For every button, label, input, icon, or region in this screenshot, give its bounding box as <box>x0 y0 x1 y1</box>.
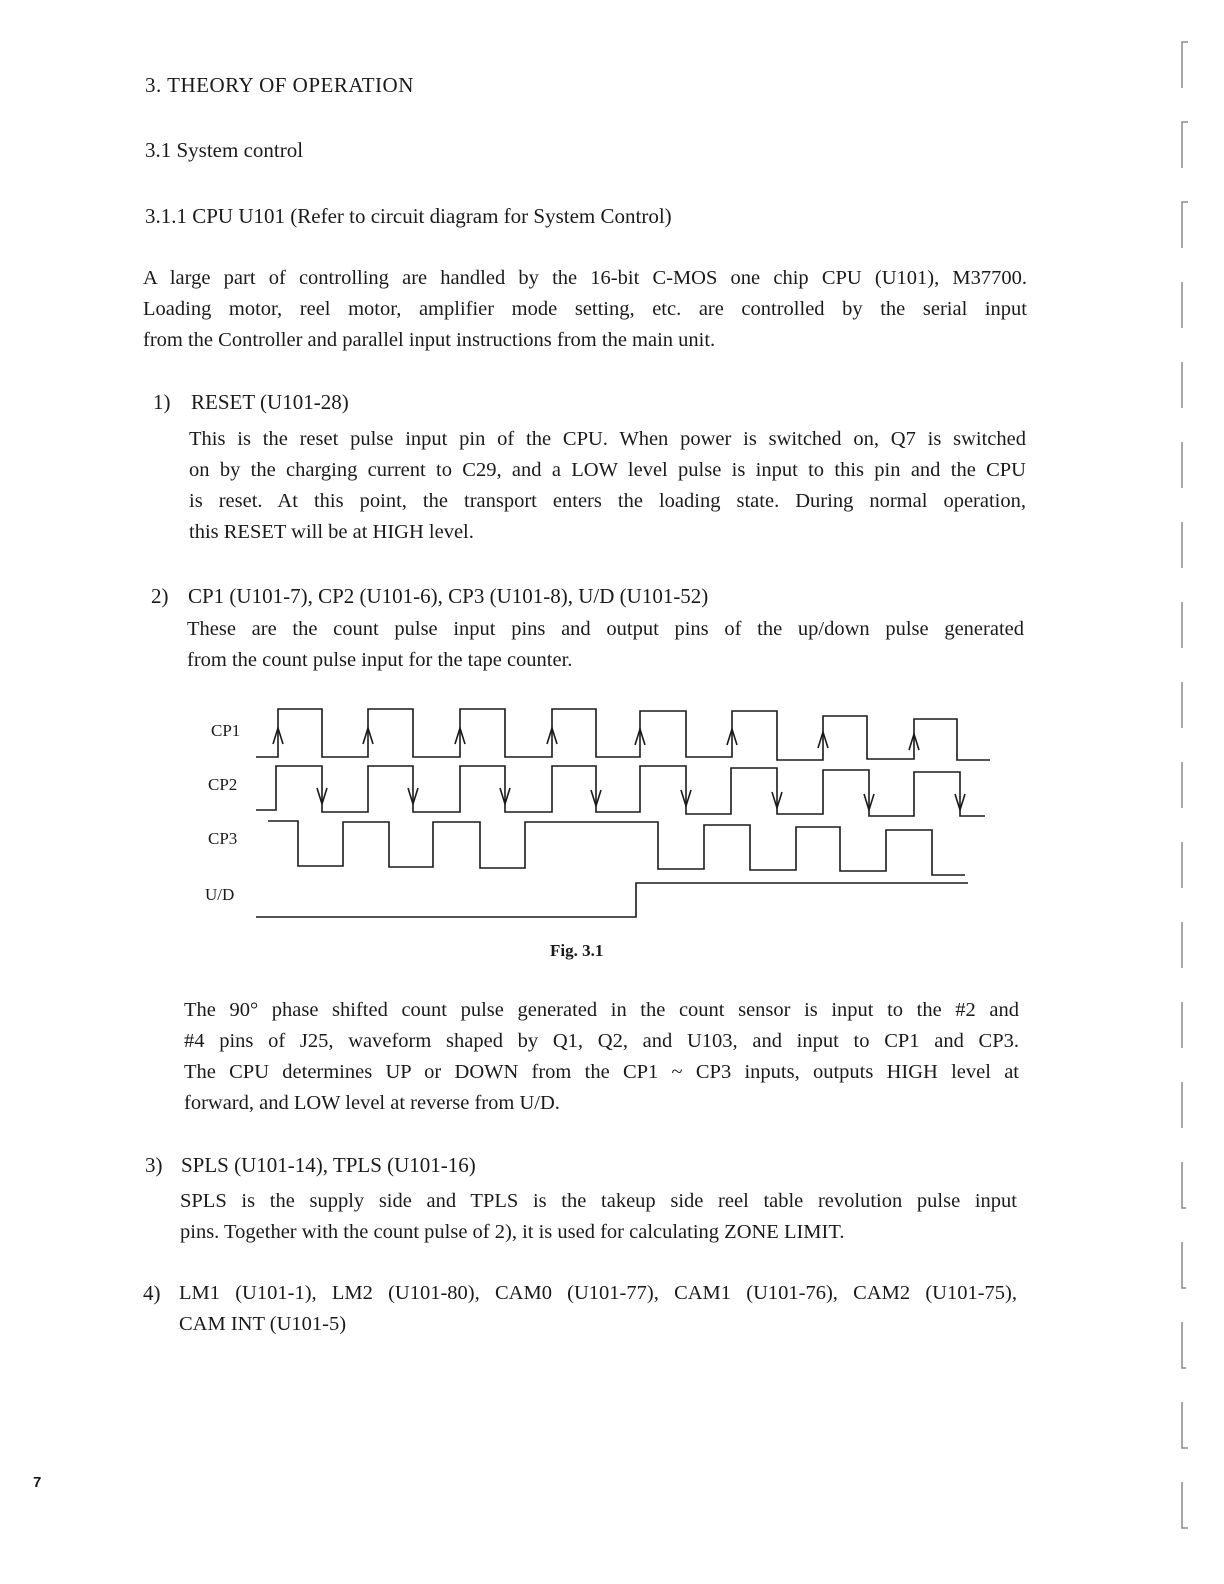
item-1-line: this RESET will be at HIGH level. <box>189 521 474 543</box>
scan-margin-marks <box>1160 30 1200 1550</box>
wave-label-cp1: CP1 <box>211 721 241 740</box>
wave-label-cp3: CP3 <box>208 829 238 848</box>
cp3-waveform <box>268 821 965 875</box>
page-number: 7 <box>33 1474 42 1491</box>
item-4-title-cont: CAM INT (U101-5) <box>179 1313 347 1335</box>
item-2-line: from the count pulse input for the tape counter. <box>187 649 573 671</box>
subsubsection-heading: 3.1.1 CPU U101 (Refer to circuit diagram for System Control) <box>145 204 672 228</box>
intro-line: Loading motor, reel motor, amplifier mode setting, etc. are controlled by the serial input <box>143 298 1027 320</box>
wave-label-ud: U/D <box>205 885 235 904</box>
item-2-cont-line: The 90° phase shifted count pulse generated in the count sensor is input to the #2 and <box>184 999 1019 1021</box>
item-1-line: on by the charging current to C29, and a LOW level pulse is input to this pin and the CPU <box>189 459 1026 481</box>
item-2-number: 2) <box>151 584 169 608</box>
item-4-number: 4) <box>143 1281 161 1305</box>
item-3-number: 3) <box>145 1153 163 1177</box>
section-heading: 3. THEORY OF OPERATION <box>145 73 414 97</box>
item-3-line: SPLS is the supply side and TPLS is the takeup side reel table revolution pulse input <box>180 1190 1017 1212</box>
item-3-paragraph <box>180 1186 1017 1248</box>
intro-line: A large part of controlling are handled by the 16-bit C-MOS one chip CPU (U101), M37700. <box>143 267 1027 289</box>
figure-caption: Fig. 3.1 <box>550 941 604 960</box>
cp2-waveform <box>256 766 985 816</box>
cp2-edge-arrows <box>317 788 965 810</box>
item-2-line: These are the count pulse input pins and output pins of the up/down pulse generated <box>187 618 1024 640</box>
item-3-title: SPLS (U101-14), TPLS (U101-16) <box>181 1153 476 1177</box>
ud-waveform <box>256 883 968 917</box>
item-1-line: This is the reset pulse input pin of the CPU. When power is switched on, Q7 is switched <box>189 428 1026 450</box>
item-1-number: 1) <box>153 390 171 414</box>
wave-label-cp2: CP2 <box>208 775 238 794</box>
item-3-line: pins. Together with the count pulse of 2), it is used for calculating ZONE LIMIT. <box>180 1221 845 1243</box>
item-2-cont-line: The CPU determines UP or DOWN from the CP1 ~ CP3 inputs, outputs HIGH level at <box>184 1061 1019 1083</box>
item-1-title: RESET (U101-28) <box>191 390 349 414</box>
item-2-continued-paragraph <box>184 995 1019 1119</box>
item-4-title-block <box>179 1278 1017 1340</box>
item-1-line: is reset. At this point, the transport enters the loading state. During normal operation, <box>189 490 1026 512</box>
intro-line: from the Controller and parallel input instructions from the main unit. <box>143 329 716 351</box>
item-2-title: CP1 (U101-7), CP2 (U101-6), CP3 (U101-8), U/D (U101-52) <box>188 584 709 608</box>
item-2-cont-line: forward, and LOW level at reverse from U/D. <box>184 1092 560 1114</box>
item-4-title: LM1 (U101-1), LM2 (U101-80), CAM0 (U101-77), CAM1 (U101-76), CAM2 (U101-75), <box>179 1282 1017 1304</box>
subsection-heading: 3.1 System control <box>145 138 304 162</box>
item-2-cont-line: #4 pins of J25, waveform shaped by Q1, Q2, and U103, and input to CP1 and CP3. <box>184 1030 1019 1052</box>
